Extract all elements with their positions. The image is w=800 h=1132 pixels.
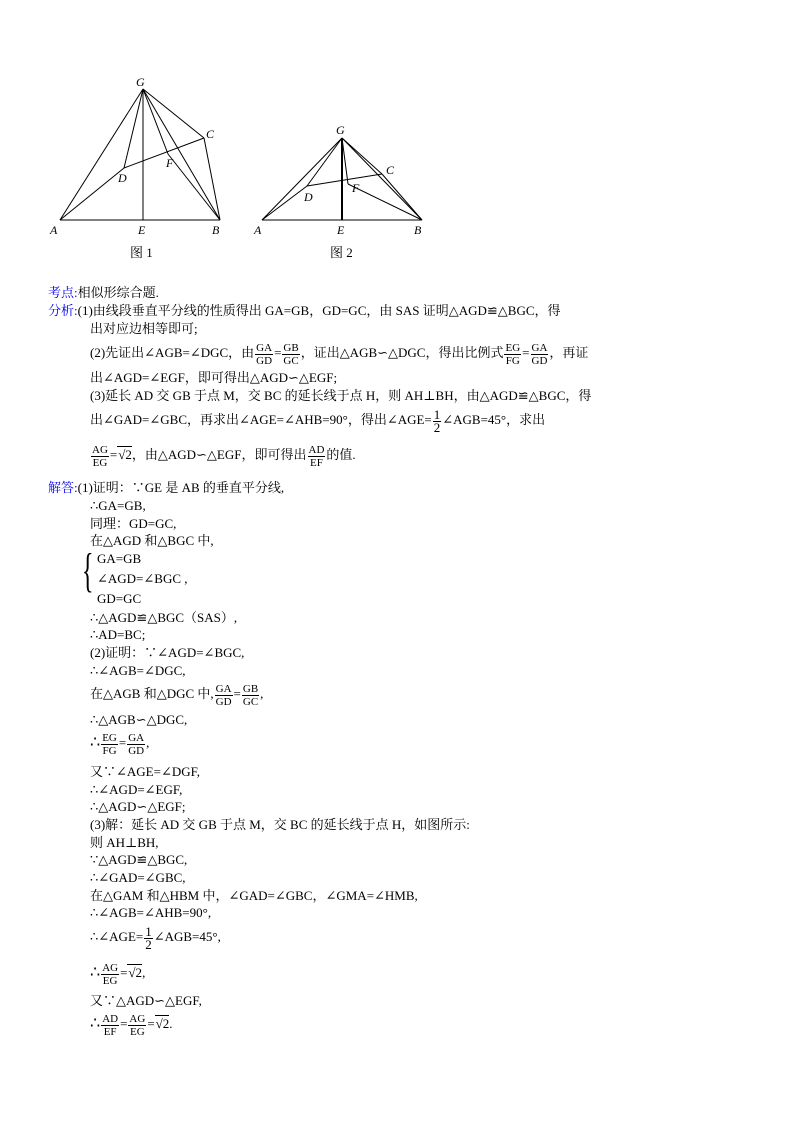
- fraction-ag-eg-2: [101, 962, 119, 987]
- fraction-gb-gc-2: [242, 683, 259, 708]
- jieda-line-ag-eg: [90, 957, 145, 989]
- fenxi-line-2: [90, 338, 588, 368]
- jieda-l15: 则 AH⊥BH,: [90, 835, 159, 850]
- frac-den: FG: [102, 744, 117, 757]
- frac-den: EF: [310, 456, 323, 469]
- jieda-l3: 同理：GD=GC,: [90, 516, 177, 531]
- jieda-l16: ∵△AGD≌△BGC,: [90, 852, 188, 867]
- equals-sign: =: [233, 686, 241, 701]
- fenxi-p3c-2: 的值.: [326, 447, 356, 462]
- jieda-l2: ∴GA=GB,: [90, 498, 146, 513]
- sqrt-two: √2: [155, 1016, 170, 1031]
- fenxi-p2b: 出∠AGD=∠EGF，即可得出△AGD∽△EGF;: [90, 370, 338, 385]
- jieda-line-1: [48, 480, 284, 496]
- fig1-label-e: E: [138, 223, 146, 237]
- jieda-l18: 在△GAM 和△HBM 中，∠GAD=∠GBC，∠GMA=∠HMB,: [90, 888, 418, 903]
- comma: ,: [142, 965, 146, 980]
- fig2-label-a: A: [254, 223, 262, 237]
- frac-num: AD: [308, 443, 325, 456]
- fig2-label-g: G: [336, 123, 345, 137]
- therefore-symbol: ∴: [90, 1015, 101, 1032]
- jieda-l1: (1)证明：∵GE 是 AB 的垂直平分线,: [77, 480, 285, 495]
- frac-den: EG: [130, 1025, 145, 1038]
- fenxi-label: 分析:: [48, 303, 78, 318]
- jieda-l8: ∴∠AGB=∠DGC,: [90, 663, 186, 678]
- frac-num: AG: [129, 1012, 146, 1025]
- jieda-l10: ∴△AGB∽△DGC,: [90, 712, 188, 727]
- fraction-eg-fg-2: [101, 732, 118, 757]
- frac-den: EF: [103, 1025, 117, 1038]
- frac-num: GA: [215, 682, 232, 695]
- fraction-half: [433, 406, 442, 435]
- kaodian-text: 相似形综合题.: [77, 285, 159, 300]
- fenxi-p3b-2: ∠AGB=45°，求出: [442, 412, 546, 427]
- fraction-ag-eg-3: [128, 1013, 146, 1038]
- figure-1: [48, 72, 238, 242]
- fenxi-p3c-1: ，由△AGD∽△EGF，即可得出: [131, 447, 307, 462]
- fig2-label-b: B: [414, 223, 422, 237]
- jieda-l7: (2)证明：∵∠AGD=∠BGC,: [90, 645, 245, 660]
- fenxi-p1a: (1)由线段垂直平分线的性质得出 GA=GB，GD=GC，由 SAS 证明△AGD≌△BGC，得: [77, 303, 561, 318]
- fig2-label-e: E: [337, 223, 345, 237]
- jieda-l19: ∴∠AGB=∠AHB=90°,: [90, 905, 212, 920]
- fenxi-p1b: 出对应边相等即可;: [90, 321, 198, 336]
- fraction-ga-gd-2: [531, 342, 549, 367]
- fenxi-line-3c: [90, 440, 356, 470]
- jieda-l4: 在△AGD 和△BGC 中,: [90, 533, 214, 548]
- fraction-ad-ef: [308, 444, 326, 469]
- fraction-ga-gd-4: [127, 732, 145, 757]
- fenxi-p3a: (3)延长 AD 交 GB 于点 M，交 BC 的延长线于点 H，则 AH⊥BH，由△AGD≌△BGC，得: [90, 388, 592, 403]
- fig2-label-c: C: [386, 163, 395, 177]
- fenxi-line-1: [48, 303, 561, 319]
- frac-num: 1: [145, 923, 152, 939]
- fraction-ag-eg: [91, 444, 109, 469]
- fraction-gb-gc: [282, 342, 299, 367]
- fig1-label-d: D: [118, 171, 127, 185]
- frac-den: GD: [215, 695, 232, 708]
- equals-sign: =: [522, 345, 530, 360]
- jieda-l11: 又∵∠AGE=∠DGF,: [90, 764, 201, 779]
- system-eq-3: GD=GC: [97, 591, 142, 606]
- fig1-label-f: F: [166, 156, 174, 170]
- fenxi-p2a-1: (2)先证出∠AGB=∠DGC，由: [90, 345, 255, 360]
- system-eq-1: GA=GB: [97, 551, 142, 566]
- frac-num: GA: [256, 341, 273, 354]
- jieda-line-eg-fg: [90, 727, 149, 759]
- fraction-ga-gd: [255, 342, 273, 367]
- frac-num: GB: [283, 341, 299, 354]
- frac-den: 2: [433, 419, 441, 435]
- jieda-l21: 又∵△AGD∽△EGF,: [90, 993, 202, 1008]
- kaodian-line: [48, 285, 159, 301]
- jieda-l6: ∴AD=BC;: [90, 627, 146, 642]
- frac-num: 1: [433, 406, 441, 422]
- system-eq-2: ∠AGD=∠BGC ,: [97, 571, 188, 586]
- frac-den: GC: [242, 695, 259, 708]
- frac-num: EG: [505, 341, 521, 354]
- jieda-label: 解答:: [48, 480, 78, 495]
- fenxi-p2a-2: ，证出△AGB∽△DGC，得出比例式: [300, 345, 504, 360]
- jieda-l17: ∴∠GAD=∠GBC,: [90, 870, 186, 885]
- fraction-ad-ef-2: [101, 1013, 119, 1038]
- fraction-eg-fg: [504, 342, 521, 367]
- fig2-label-f: F: [352, 181, 360, 195]
- kaodian-label: 考点:: [48, 285, 78, 300]
- frac-den: EG: [102, 974, 118, 987]
- frac-num: AG: [92, 443, 108, 456]
- fig1-label-b: B: [212, 223, 220, 237]
- frac-den: GD: [531, 354, 548, 367]
- jieda-l20a: ∴∠AGE=: [90, 929, 144, 944]
- frac-num: AD: [102, 1012, 119, 1025]
- therefore-symbol: ∴: [90, 964, 101, 981]
- comma: ,: [146, 735, 150, 750]
- fig1-label-g: G: [136, 75, 145, 89]
- fig1-label-a: A: [50, 223, 58, 237]
- period: .: [169, 1016, 173, 1031]
- jieda-line-final: [90, 1008, 173, 1040]
- equals-sign: =: [118, 735, 127, 750]
- frac-num: GA: [128, 731, 145, 744]
- jieda-l20b: ∠AGB=45°,: [153, 929, 221, 944]
- fig2-caption: 图 2: [330, 245, 353, 260]
- equals-sign: =: [274, 345, 282, 360]
- comma: ,: [260, 686, 264, 701]
- jieda-line-20: [90, 922, 221, 952]
- frac-num: GA: [531, 341, 548, 354]
- equals-sign: =: [120, 965, 128, 980]
- frac-den: 2: [145, 936, 152, 952]
- frac-num: EG: [102, 731, 117, 744]
- fig1-caption: 图 1: [130, 245, 153, 260]
- jieda-l12: ∴∠AGD=∠EGF,: [90, 782, 183, 797]
- sqrt-two: √2: [118, 447, 132, 462]
- fenxi-p3b-1: 出∠GAD=∠GBC，再求出∠AGE=∠AHB=90°，得出∠AGE=: [90, 412, 432, 427]
- frac-den: GD: [256, 354, 273, 367]
- jieda-line-9: [90, 678, 263, 710]
- equals-sign: =: [120, 1016, 128, 1031]
- frac-num: GB: [242, 682, 259, 695]
- jieda-l14: (3)解：延长 AD 交 GB 于点 M，交 BC 的延长线于点 H，如图所示:: [90, 817, 470, 832]
- fig2-label-d: D: [304, 190, 313, 204]
- fraction-ga-gd-3: [215, 683, 233, 708]
- frac-den: EG: [92, 456, 108, 469]
- frac-den: FG: [505, 354, 520, 367]
- frac-num: AG: [102, 961, 119, 974]
- equals-sign: =: [147, 1016, 155, 1031]
- sqrt-two: √2: [128, 965, 143, 980]
- fenxi-p2a-3: ，再证: [549, 345, 589, 360]
- therefore-symbol: ∴: [90, 734, 101, 751]
- equals-sign: =: [109, 447, 118, 462]
- frac-den: GC: [283, 354, 299, 367]
- system-brace: {: [82, 544, 94, 597]
- fraction-half-2: [144, 923, 153, 952]
- jieda-l5: ∴△AGD≌△BGC（SAS）,: [90, 610, 238, 625]
- figure-2: [250, 118, 440, 243]
- frac-den: GD: [128, 744, 145, 757]
- fenxi-line-3b: [90, 405, 545, 435]
- jieda-l13: ∴△AGD∽△EGF;: [90, 799, 186, 814]
- fig1-label-c: C: [206, 127, 215, 141]
- jieda-l9: 在△AGB 和△DGC 中,: [90, 686, 214, 701]
